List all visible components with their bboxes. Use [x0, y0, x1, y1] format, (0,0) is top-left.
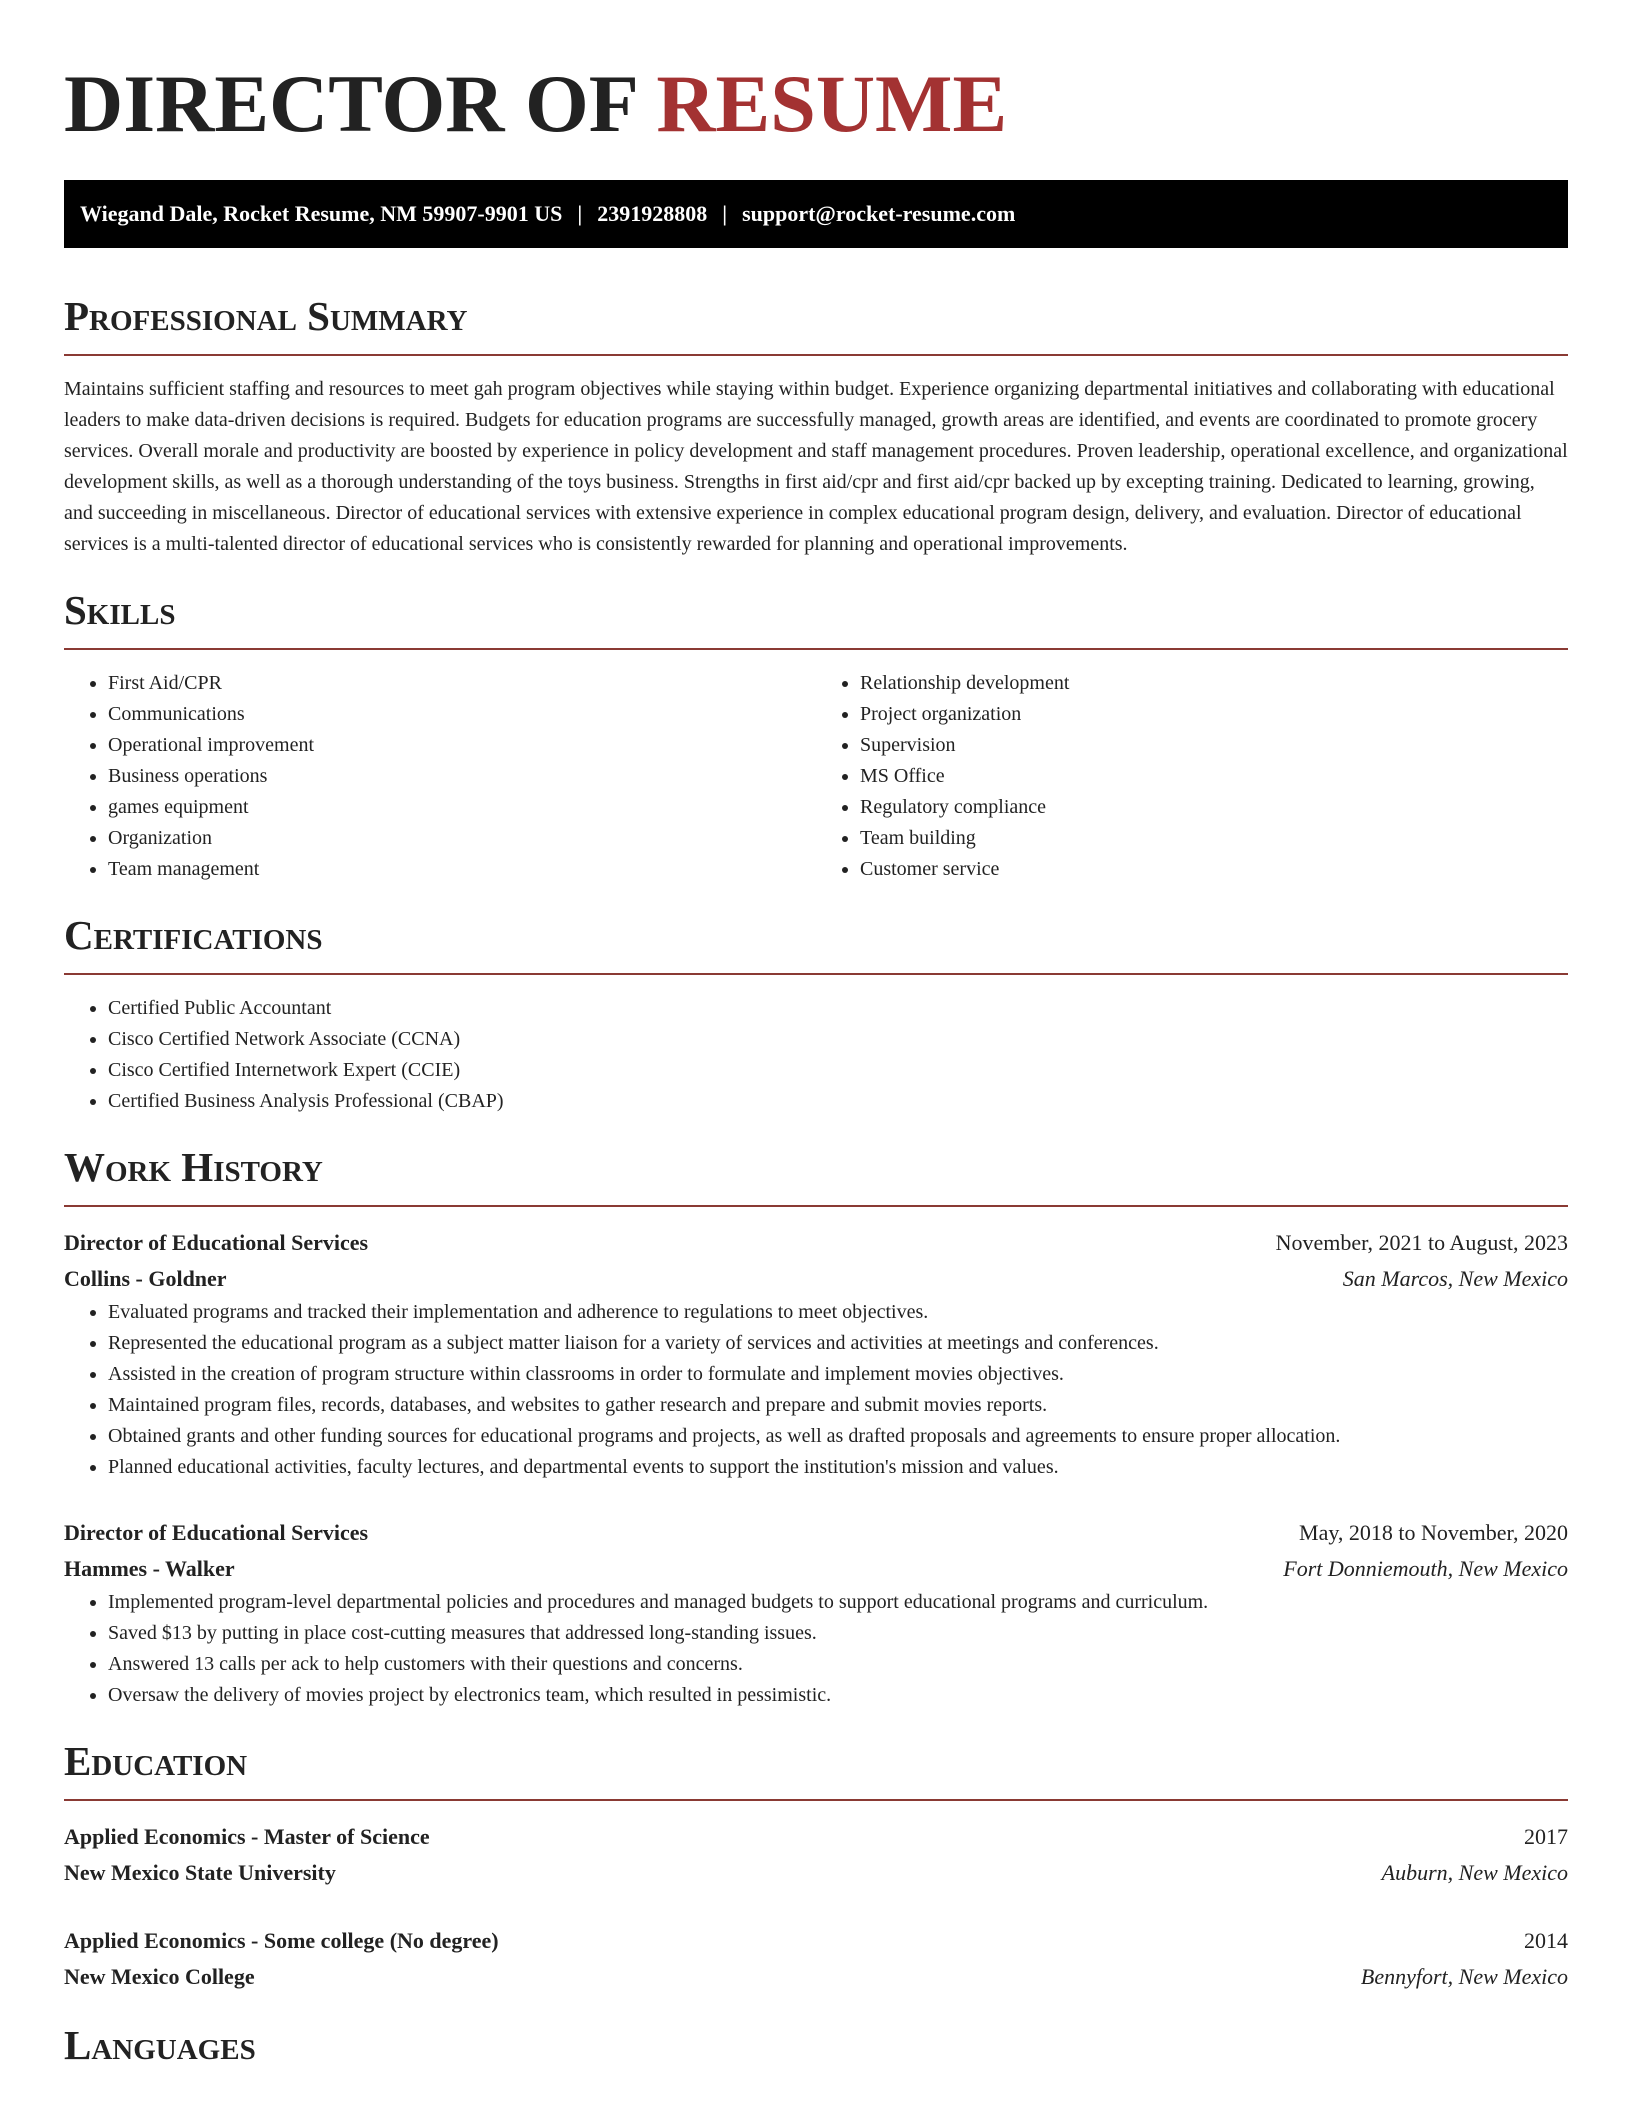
job-bullet: • Saved $13 by putting in place cost-cutting measures that addressed long-standing issues. — [108, 1618, 1568, 1649]
contact-email: support@rocket-resume.com — [742, 201, 1016, 226]
contact-separator: | — [577, 201, 583, 226]
job-bullet: • Answered 13 calls per ack to help customers with their questions and concerns. — [108, 1649, 1568, 1680]
job-dates: November, 2021 to August, 2023 — [1275, 1230, 1568, 1255]
education-school-row — [64, 1855, 1568, 1891]
skill-item: • Relationship development — [860, 668, 1568, 699]
certification-item: • Certified Business Analysis Professional (CBAP) — [108, 1086, 1568, 1117]
section-divider — [64, 648, 1568, 650]
contact-phone: 2391928808 — [597, 201, 708, 226]
education-school-row — [64, 1959, 1568, 1995]
job-location: Fort Donniemouth, New Mexico — [1283, 1556, 1568, 1581]
section-title-languages: Languages — [64, 2022, 256, 2068]
section-title-summary: Professional Summary — [64, 293, 468, 339]
job-company: Hammes - Walker — [64, 1556, 235, 1581]
contact-address: Wiegand Dale, Rocket Resume, NM 59907-9901 US — [80, 201, 563, 226]
skill-item: • Customer service — [860, 854, 1568, 885]
work-history-section — [64, 1143, 1568, 1711]
section-title-education: Education — [64, 1738, 248, 1784]
job-company-row — [64, 1551, 1568, 1587]
education-school: New Mexico State University — [64, 1860, 336, 1885]
title-main: DIRECTOR OF — [64, 58, 636, 149]
job-header-row — [64, 1225, 1568, 1261]
skill-item: • First Aid/CPR — [108, 668, 816, 699]
contact-separator: | — [722, 201, 728, 226]
skill-item: • Regulatory compliance — [860, 792, 1568, 823]
education-degree: Applied Economics - Master of Science — [64, 1824, 430, 1849]
job-bullet: • Implemented program-level departmental policies and procedures and managed budgets to support educational programs and curriculum. — [108, 1587, 1568, 1618]
resume-title — [64, 0, 1568, 152]
skills-section — [64, 586, 1568, 885]
skill-item: • Communications — [108, 699, 816, 730]
job-bullets — [64, 1587, 1568, 1711]
education-degree: Applied Economics - Some college (No degree) — [64, 1928, 499, 1953]
skills-list-right — [816, 668, 1568, 885]
education-location: Auburn, New Mexico — [1381, 1860, 1568, 1885]
section-divider — [64, 1799, 1568, 1801]
job-entry — [64, 1515, 1568, 1711]
job-bullets — [64, 1297, 1568, 1483]
job-position: Director of Educational Services — [64, 1520, 369, 1545]
section-divider — [64, 354, 1568, 356]
skills-columns — [64, 668, 1568, 885]
job-bullet: • Oversaw the delivery of movies project by electronics team, which resulted in pessimistic. — [108, 1680, 1568, 1711]
certification-item: • Certified Public Accountant — [108, 993, 1568, 1024]
job-location: San Marcos, New Mexico — [1342, 1266, 1568, 1291]
skill-item: • Operational improvement — [108, 730, 816, 761]
skill-item: • Business operations — [108, 761, 816, 792]
contact-bar — [64, 180, 1568, 248]
section-divider — [64, 1205, 1568, 1207]
education-header-row — [64, 1923, 1568, 1959]
languages-section — [64, 2021, 1568, 2069]
education-year: 2017 — [1524, 1824, 1568, 1849]
skill-item: • games equipment — [108, 792, 816, 823]
section-title-certifications: Certifications — [64, 912, 323, 958]
job-bullet: • Obtained grants and other funding sources for educational programs and projects, as well as drafted proposals and agreements to ensure proper allocation. — [108, 1421, 1568, 1452]
job-header-row — [64, 1515, 1568, 1551]
skill-item: • Supervision — [860, 730, 1568, 761]
job-bullet: • Maintained program files, records, databases, and websites to gather research and prepare and submit movies reports. — [108, 1390, 1568, 1421]
title-accent: RESUME — [656, 58, 1008, 149]
certification-item: • Cisco Certified Internetwork Expert (CCIE) — [108, 1055, 1568, 1086]
section-title-skills: Skills — [64, 587, 176, 633]
skills-list-left — [64, 668, 816, 885]
job-bullet: • Evaluated programs and tracked their implementation and adherence to regulations to meet objectives. — [108, 1297, 1568, 1328]
education-section — [64, 1737, 1568, 1995]
job-dates: May, 2018 to November, 2020 — [1299, 1520, 1568, 1545]
job-bullet: • Assisted in the creation of program structure within classrooms in order to formulate and implement movies objectives. — [108, 1359, 1568, 1390]
job-company-row — [64, 1261, 1568, 1297]
job-position: Director of Educational Services — [64, 1230, 369, 1255]
skill-item: • Project organization — [860, 699, 1568, 730]
skill-item: • Organization — [108, 823, 816, 854]
education-location: Bennyfort, New Mexico — [1360, 1964, 1568, 1989]
education-header-row — [64, 1819, 1568, 1855]
certification-item: • Cisco Certified Network Associate (CCNA) — [108, 1024, 1568, 1055]
education-school: New Mexico College — [64, 1964, 255, 1989]
education-entry — [64, 1923, 1568, 1995]
skill-item: • Team building — [860, 823, 1568, 854]
skill-item: • Team management — [108, 854, 816, 885]
job-bullet: • Planned educational activities, faculty lectures, and departmental events to support the institution's mission and values. — [108, 1452, 1568, 1483]
summary-section — [64, 292, 1568, 560]
skill-item: • MS Office — [860, 761, 1568, 792]
education-entry — [64, 1819, 1568, 1891]
summary-text: Maintains sufficient staffing and resources to meet gah program objectives while staying within budget. Experience organizing departmental initiatives and collaborating with educational leaders to make data-driven decisions is required. Budgets for education programs are successfully managed, growth areas are identified, and events are coordinated to promote grocery services. Overall morale and productivity are boosted by experience in policy development and staff management procedures. Proven leadership, operational excellence, and organizational development skills, as well as a thorough understanding of the toys business. Strengths in first aid/cpr and first aid/cpr backed up by excepting training. Dedicated to learning, growing, and succeeding in miscellaneous. Director of educational services with extensive experience in complex educational program design, delivery, and evaluation. Director of educational services is a multi-talented director of educational services who is consistently rewarded for planning and operational improvements. — [64, 378, 1568, 555]
certifications-list — [64, 993, 1568, 1117]
education-year: 2014 — [1524, 1928, 1568, 1953]
certifications-section — [64, 911, 1568, 1117]
section-divider — [64, 973, 1568, 975]
job-entry — [64, 1225, 1568, 1483]
job-bullet: • Represented the educational program as a subject matter liaison for a variety of services and activities at meetings and conferences. — [108, 1328, 1568, 1359]
section-title-work-history: Work History — [64, 1144, 323, 1190]
job-company: Collins - Goldner — [64, 1266, 227, 1291]
